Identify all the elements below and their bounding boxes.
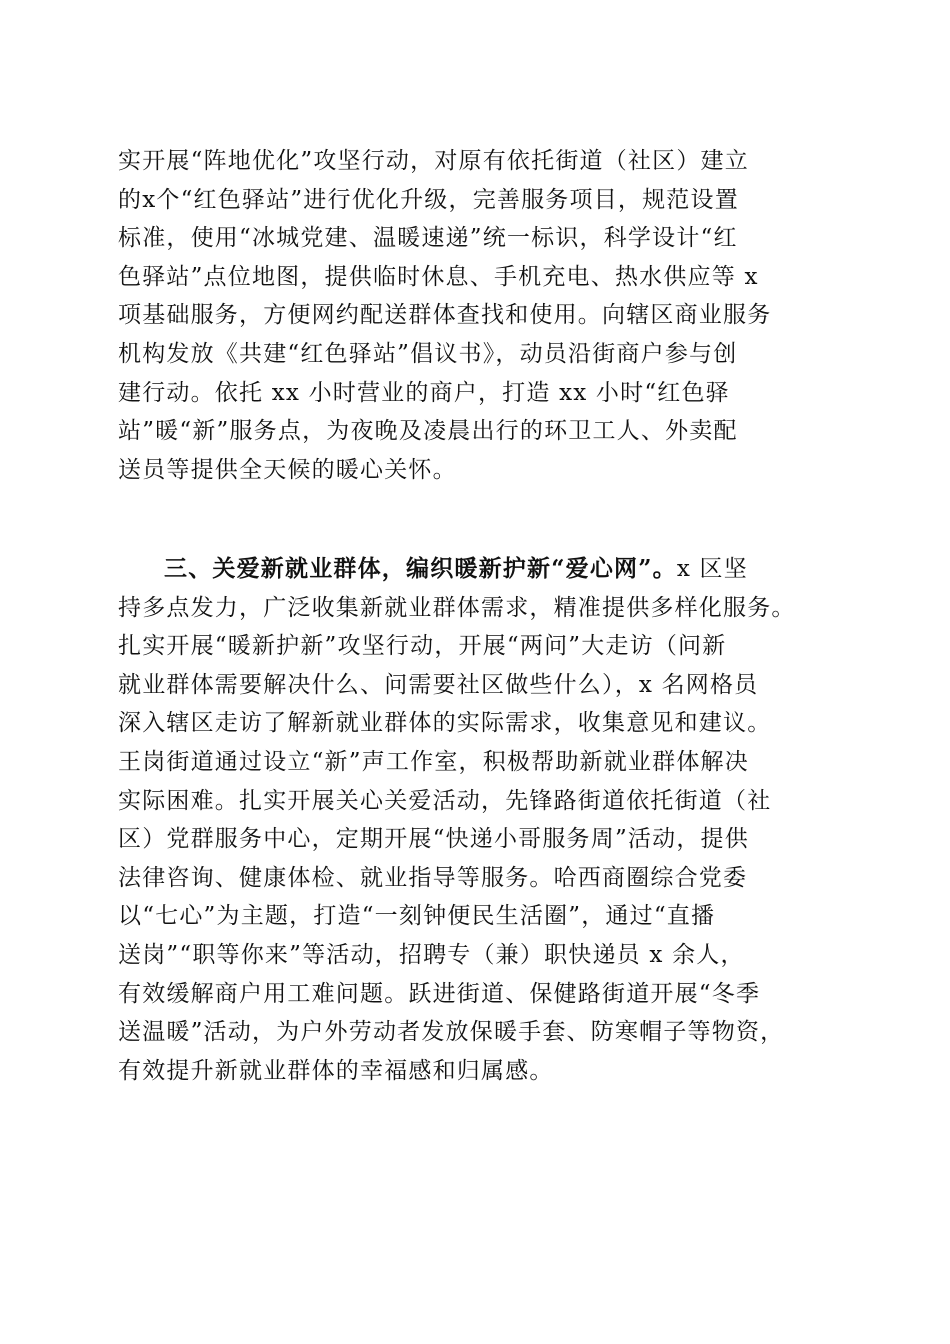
text-line: 以“七心”为主题，打造“一刻钟便民生活圈”，通过“直播 xyxy=(118,903,716,930)
heading-trailing-text: x 区坚 xyxy=(676,556,748,582)
text-line: 持多点发力，广泛收集新就业群体需求，精准提供多样化服务。 xyxy=(118,594,796,621)
text-line: 机构发放《共建“红色驿站”倡议书》，动员沿街商户参与创 xyxy=(118,340,738,367)
text-line: 站”暖“新”服务点，为夜晚及凌晨出行的环卫工人、外卖配 xyxy=(118,418,738,445)
paragraph-red-station xyxy=(118,142,838,489)
text-line: 标准，使用“冰城党建、温暖速递”统一标识，科学设计“红 xyxy=(118,225,738,252)
text-line: 就业群体需要解决什么、问需要社区做些什么），x 名网格员 xyxy=(118,671,759,698)
text-line: 建行动。依托 xx 小时营业的商户，打造 xx 小时“红色驿 xyxy=(118,379,730,406)
text-line: 送温暖”活动，为户外劳动者发放保暖手套、防寒帽子等物资， xyxy=(118,1019,785,1046)
text-line: 送员等提供全天候的暖心关怀。 xyxy=(118,456,457,483)
text-line: 扎实开展“暖新护新”攻坚行动，开展“两问”大走访（问新 xyxy=(118,633,727,660)
text-line: 送岗”“职等你来”等活动，招聘专（兼）职快递员 x 余人， xyxy=(118,941,745,968)
text-line: 有效缓解商户用工难问题。跃进街道、保健路街道开展“冬季 xyxy=(118,980,761,1007)
text-line: 区）党群服务中心，定期开展“快递小哥服务周”活动，提供 xyxy=(118,826,749,853)
text-line: 王岗街道通过设立“新”声工作室，积极帮助新就业群体解决 xyxy=(118,748,749,775)
text-line: 实际困难。扎实开展关心关爱活动，先锋路街道依托街道（社 xyxy=(118,787,772,814)
text-line: 的x个“红色驿站”进行优化升级，完善服务项目，规范设置 xyxy=(118,186,739,213)
paragraph-care-new-employment xyxy=(118,550,838,1090)
text-line: 深入辖区走访了解新就业群体的实际需求，收集意见和建议。 xyxy=(118,710,772,737)
text-line: 有效提升新就业群体的幸福感和归属感。 xyxy=(118,1057,554,1084)
section-heading: 三、关爱新就业群体，编织暖新护新“爱心网”。 xyxy=(164,555,677,582)
text-line: 项基础服务，方便网约配送群体查找和使用。向辖区商业服务 xyxy=(118,302,772,329)
text-line-first xyxy=(118,550,838,589)
text-line: 法律咨询、健康体检、就业指导等服务。哈西商圈综合党委 xyxy=(118,864,748,891)
text-line: 实开展“阵地优化”攻坚行动，对原有依托街道（社区）建立 xyxy=(118,148,749,174)
text-line: 色驿站”点位地图，提供临时休息、手机充电、热水供应等 x xyxy=(118,263,759,290)
